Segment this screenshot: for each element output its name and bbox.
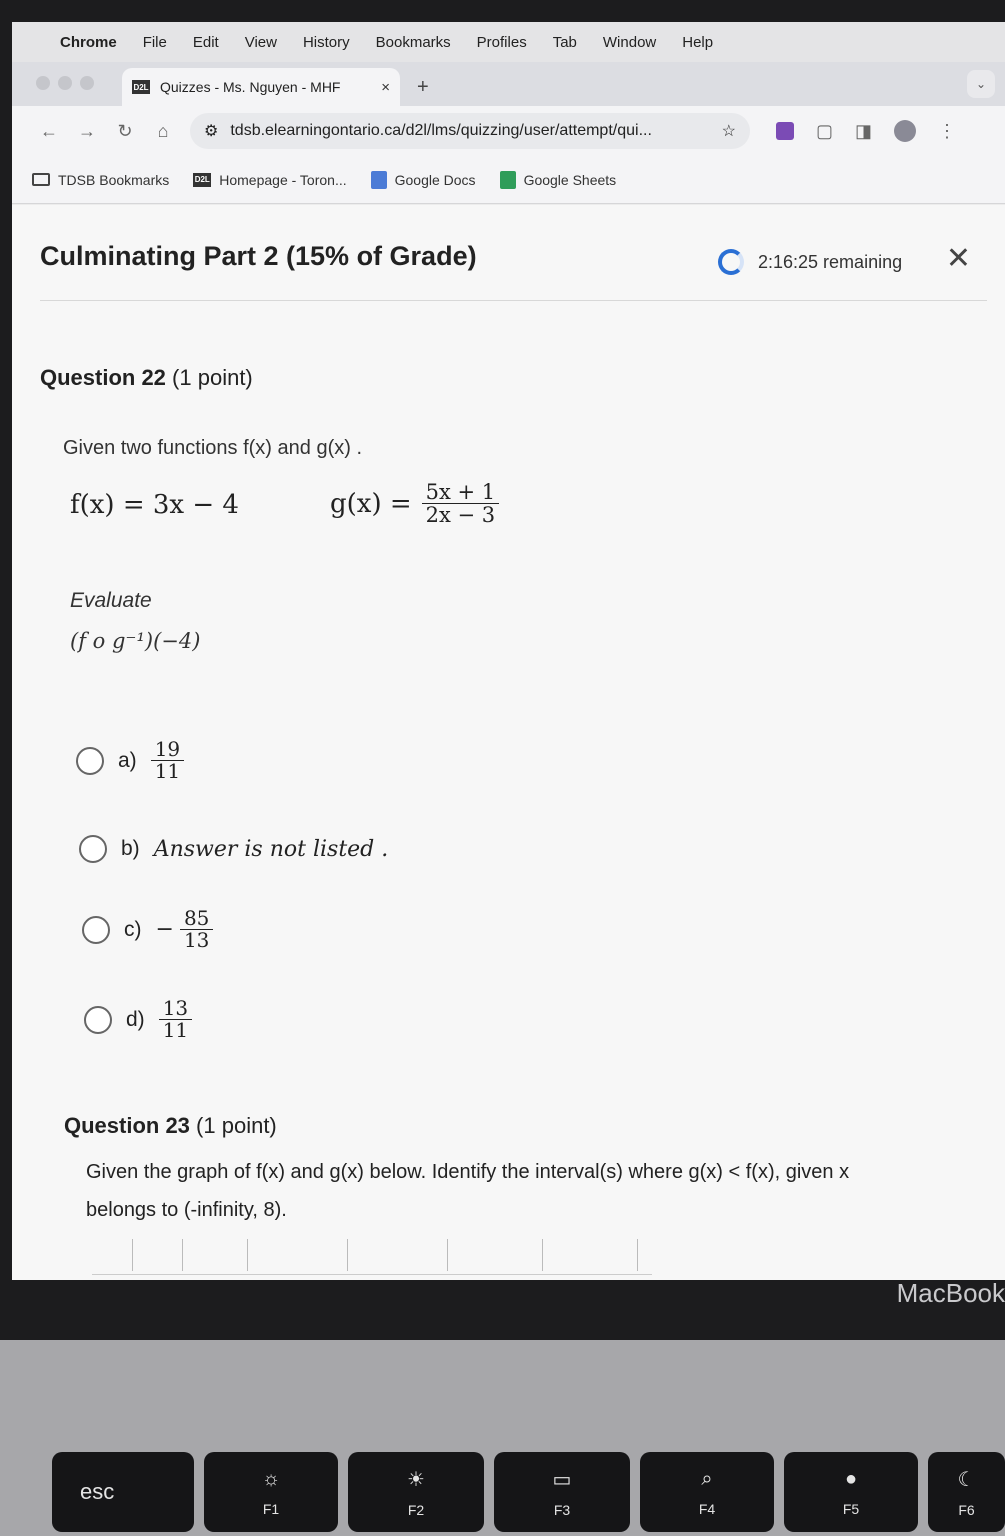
back-arrow-icon[interactable]: ← (40, 120, 58, 141)
timer-progress-icon (718, 249, 744, 275)
site-info-icon[interactable]: ⚙ (204, 123, 219, 140)
microphone-icon: ● (844, 1467, 858, 1490)
bookmark-tdsb[interactable] (32, 172, 169, 188)
menu-chrome[interactable]: Chrome (60, 33, 117, 51)
option-c-fraction (180, 908, 213, 951)
f2-key[interactable] (348, 1452, 484, 1532)
url-text: tdsb.elearningontario.ca/d2l/lms/quizzing/user/attempt/qui... (230, 122, 652, 139)
search-icon: ⌕ (701, 1467, 713, 1490)
profile-avatar[interactable] (894, 120, 916, 142)
question-points: (1 point) (172, 365, 253, 390)
quiz-page (12, 205, 1005, 1280)
evaluate-label: Evaluate (70, 589, 152, 612)
grid-line (132, 1239, 133, 1271)
menu-file[interactable]: File (142, 33, 167, 51)
quiz-header (40, 237, 987, 301)
option-a[interactable] (76, 739, 184, 782)
screen (12, 22, 1005, 1280)
radio-a[interactable] (76, 747, 104, 775)
g-fraction (422, 481, 500, 526)
key-label: F3 (553, 1501, 571, 1518)
question-label: Question 23 (64, 1113, 190, 1138)
grid-line (247, 1239, 248, 1271)
menu-history[interactable]: History (302, 33, 350, 51)
f1-key[interactable] (204, 1452, 338, 1532)
f-function: f(x) = 3x − 4 (70, 490, 239, 520)
bookmarks-bar (12, 156, 1005, 204)
bookmark-label: TDSB Bookmarks (58, 171, 170, 188)
f6-key[interactable] (928, 1452, 1005, 1532)
google-sheets-icon (500, 171, 516, 189)
grid-line (182, 1239, 183, 1271)
tab-close-icon[interactable]: × (381, 78, 390, 96)
menu-tab[interactable]: Tab (552, 33, 577, 51)
address-bar[interactable] (190, 113, 750, 149)
f3-key[interactable] (494, 1452, 630, 1532)
menu-window[interactable]: Window (602, 33, 657, 51)
tab-strip (12, 62, 1005, 106)
tab-search-chevron-icon[interactable]: ⌄ (967, 70, 995, 98)
denominator: 11 (162, 1018, 189, 1042)
composition-expression: (f o g⁻¹)(−4) (70, 629, 201, 653)
numerator: 85 (180, 908, 213, 930)
bookmark-label: Google Docs (394, 171, 476, 188)
key-label: F2 (407, 1501, 425, 1518)
option-letter: d) (126, 1007, 145, 1031)
minimize-window-button[interactable] (58, 76, 72, 90)
d2l-favicon-icon: D2L (193, 173, 211, 187)
question-label: Question 22 (40, 365, 166, 390)
g-numerator: 5x + 1 (422, 481, 500, 504)
graph-top-edge (92, 1235, 652, 1275)
side-panel-icon[interactable]: ◨ (855, 120, 873, 141)
tab-title: Quizzes - Ms. Nguyen - MHF (160, 79, 341, 95)
menu-bookmarks[interactable]: Bookmarks (375, 33, 451, 51)
question-23-text: Given the graph of f(x) and g(x) below. Identify the interval(s) where g(x) < f(x), given x belongs to (-infinity, 8). (86, 1161, 850, 1221)
question-points: (1 point) (196, 1113, 277, 1138)
moon-icon: ☾ (957, 1468, 976, 1491)
menu-edit[interactable]: Edit (192, 33, 219, 51)
option-d[interactable] (84, 998, 192, 1041)
zoom-window-button[interactable] (80, 76, 94, 90)
g-function (330, 481, 499, 526)
extension-icon[interactable] (776, 122, 794, 140)
window-controls (36, 76, 94, 90)
menu-view[interactable]: View (244, 33, 277, 51)
reload-icon[interactable]: ↻ (117, 120, 133, 141)
grid-line (447, 1239, 448, 1271)
question-22-title (40, 365, 253, 391)
menu-help[interactable]: Help (682, 33, 714, 51)
quiz-timer (718, 249, 902, 275)
option-a-fraction (151, 739, 184, 782)
bookmark-google-sheets[interactable] (500, 171, 617, 189)
quiz-title: Culminating Part 2 (15% of Grade) (40, 241, 477, 271)
grid-line (347, 1239, 348, 1271)
f4-key[interactable] (640, 1452, 774, 1532)
option-letter: a) (118, 748, 137, 772)
close-window-button[interactable] (36, 76, 50, 90)
grid-line (542, 1239, 543, 1271)
radio-b[interactable] (79, 835, 107, 863)
brightness-down-icon: ☼ (261, 1467, 281, 1490)
forward-arrow-icon[interactable]: → (78, 120, 96, 141)
negative-sign: − (155, 917, 174, 942)
g-denominator: 2x − 3 (425, 503, 496, 528)
radio-c[interactable] (82, 916, 110, 944)
browser-toolbar (12, 106, 1005, 156)
grid-line (637, 1239, 638, 1271)
extensions-area (776, 120, 956, 142)
bookmark-label: Google Sheets (523, 171, 617, 188)
option-letter: c) (124, 917, 142, 941)
home-icon[interactable]: ⌂ (157, 120, 169, 141)
tab-quizzes[interactable] (122, 68, 400, 106)
key-label: F5 (842, 1500, 860, 1517)
denominator: 11 (154, 759, 181, 783)
option-c[interactable] (82, 908, 213, 951)
bookmark-google-docs[interactable] (371, 171, 476, 189)
more-menu-icon[interactable]: ⋮ (938, 120, 957, 141)
option-letter: b) (121, 837, 140, 860)
key-label: F4 (698, 1500, 716, 1517)
radio-d[interactable] (84, 1006, 112, 1034)
macbook-label: MacBook (896, 1278, 1005, 1308)
mac-menubar (12, 22, 1005, 62)
bookmark-star-icon[interactable]: ☆ (721, 123, 736, 140)
key-label: F1 (262, 1500, 280, 1517)
menu-profiles[interactable]: Profiles (476, 33, 527, 51)
denominator: 13 (183, 928, 210, 952)
f5-key[interactable] (784, 1452, 918, 1532)
extensions-puzzle-icon[interactable]: ▢ (816, 120, 834, 141)
question-23-title (64, 1113, 277, 1139)
new-tab-button[interactable]: + (417, 76, 429, 98)
mission-control-icon: ▭ (552, 1468, 572, 1491)
option-b[interactable] (79, 835, 388, 863)
folder-icon (32, 173, 50, 186)
option-d-fraction (159, 998, 192, 1041)
brightness-up-icon: ☀ (407, 1468, 425, 1491)
google-docs-icon (371, 171, 387, 189)
option-b-text: Answer is not listed . (153, 836, 389, 862)
key-label: esc (80, 1479, 115, 1504)
question-22-prompt: Given two functions f(x) and g(x) . (63, 437, 363, 459)
timer-text: 2:16:25 remaining (758, 251, 903, 272)
key-label: F6 (958, 1501, 975, 1518)
close-quiz-icon[interactable]: ✕ (945, 242, 971, 275)
esc-key[interactable] (52, 1452, 194, 1532)
bookmark-label: Homepage - Toron... (219, 171, 347, 188)
numerator: 19 (151, 739, 184, 761)
numerator: 13 (159, 998, 192, 1020)
bookmark-homepage[interactable] (193, 172, 346, 188)
d2l-favicon-icon: D2L (132, 80, 150, 94)
g-lhs: g(x) = (330, 488, 412, 519)
